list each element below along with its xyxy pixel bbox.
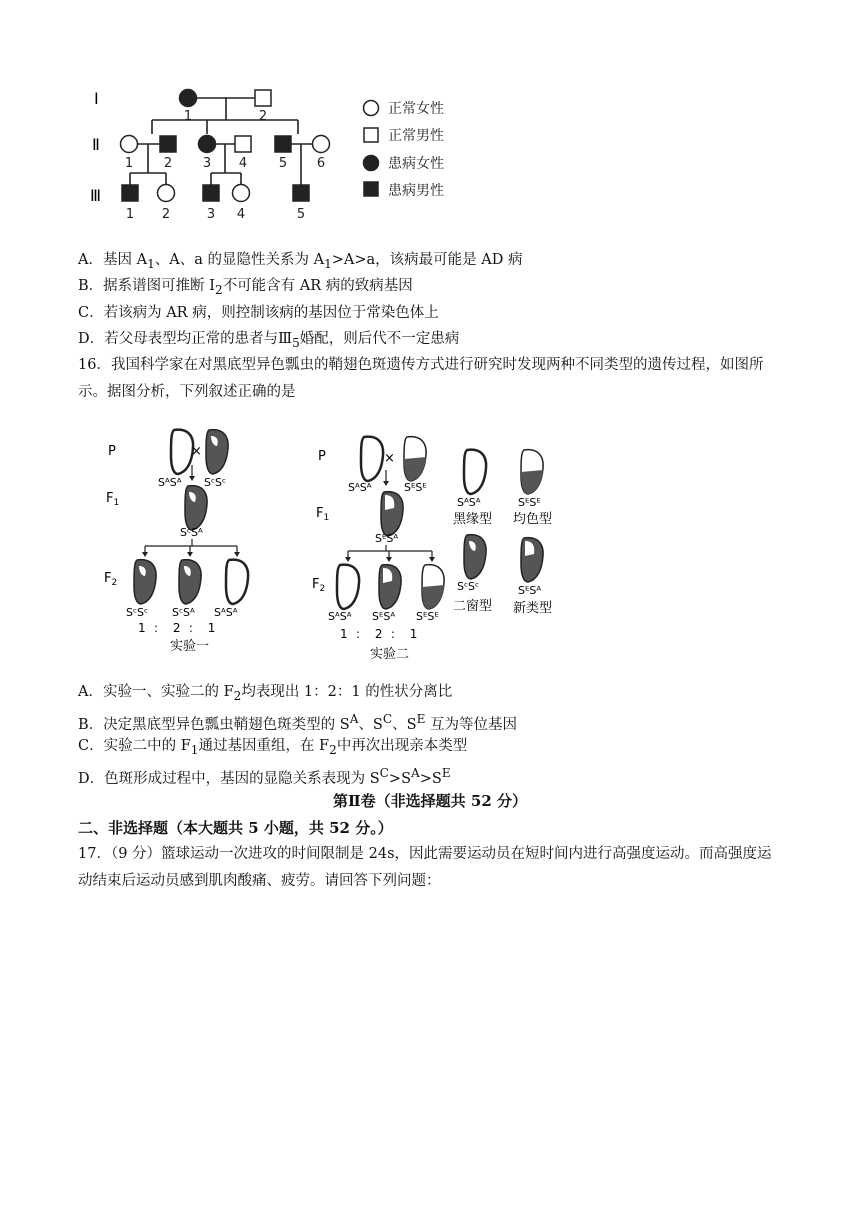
legend-name-4: 新类型	[513, 601, 553, 616]
exp2-ratio: 1 ： 2 ： 1	[340, 627, 418, 641]
q15-option-d	[78, 329, 459, 353]
III3-affected-male	[203, 185, 219, 201]
exp1-f1-genotype: SᶜSᴬ	[180, 526, 203, 539]
II2-affected-male	[160, 136, 176, 152]
exp1-f2-genotype-1: SᶜSᶜ	[126, 606, 149, 619]
q16-option-d	[78, 763, 451, 789]
q16-b-mid1: 、S	[358, 716, 383, 733]
label-III1: 1	[125, 207, 135, 222]
exp2-f1-genotype: SᴱSᴬ	[375, 532, 399, 545]
q16-d-text: D．色斑形成过程中，基因的显隐关系表现为 S	[78, 770, 380, 787]
f2-sub: 2	[111, 578, 118, 588]
q16-b-mid2: 、S	[392, 716, 417, 733]
q16-a-text: A．实验一、实验二的 F	[78, 684, 234, 700]
exp1-f2-beetle-3	[226, 560, 248, 604]
exp2-p-label: P	[318, 449, 326, 464]
exp2-f1-label	[316, 506, 329, 523]
legend-type-black-edge	[464, 450, 486, 494]
exp2-p-right-genotype: SᴱSᴱ	[404, 481, 427, 494]
III4-normal-female	[233, 185, 250, 202]
legend-type-new	[521, 538, 543, 582]
f2-f: F	[104, 571, 112, 586]
q15-option-c	[78, 303, 439, 323]
q16-option-b	[78, 709, 517, 735]
exp1-f1-label	[106, 491, 119, 508]
q15-a-sub1: 1	[147, 256, 155, 271]
exp2-f2-genotype-1: SᴬSᴬ	[328, 610, 352, 623]
exp2-cross: ×	[384, 451, 395, 466]
label-I1: 1	[183, 109, 193, 124]
q16-d-sup3: E	[441, 766, 451, 780]
label-III4: 4	[236, 207, 246, 222]
exp2-p-left-genotype: SᴬSᴬ	[348, 481, 372, 494]
q16-d-mid2: >S	[419, 770, 442, 787]
q16-b-sup2: C	[382, 712, 393, 726]
legend-genotype-4: SᴱSᴬ	[518, 584, 542, 597]
exp2-f2-beetle-3	[422, 565, 444, 609]
q15-option-b	[78, 276, 413, 300]
II6-normal-female	[313, 136, 330, 153]
I2-normal-male	[255, 90, 271, 106]
exp2-f2-genotype-3: SᴱSᴱ	[416, 610, 439, 623]
q15-a-sub2: 1	[324, 256, 332, 271]
q16-d-mid1: >S	[388, 770, 412, 787]
part-title: 二、非选择题（本大题共 5 小题，共 52 分。）	[78, 819, 393, 837]
legend-affected-female-symbol	[364, 156, 379, 171]
exp1-f2-label	[104, 571, 117, 588]
q15-b-sub1: 2	[215, 282, 223, 297]
exp1-p-left-genotype: SᴬSᴬ	[158, 476, 182, 489]
ladybug-figure	[90, 420, 580, 665]
legend-genotype-3: SᶜSᶜ	[457, 580, 480, 593]
q16-b-text: B．决定黑底型异色瓢虫鞘翅色斑类型的 S	[78, 716, 350, 733]
legend-affected-male-symbol	[364, 182, 378, 196]
III5-affected-male	[293, 185, 309, 201]
pedigree-chart	[80, 75, 480, 225]
exp2-caption: 实验二	[370, 647, 410, 662]
gen-label-II: Ⅱ	[92, 135, 100, 154]
label-II5: 5	[278, 156, 288, 171]
gen-label-III: Ⅲ	[90, 186, 102, 205]
exp2-f2-label	[312, 577, 325, 594]
q16-b-sup1: A	[349, 712, 359, 726]
f2-f-2: F	[312, 577, 320, 592]
q15-a-mid: 、A、a 的显隐性关系为 A	[154, 252, 325, 268]
label-II6: 6	[316, 156, 326, 171]
f2-sub-2: 2	[319, 584, 326, 594]
exp1-f1-beetle	[185, 486, 207, 530]
label-II3: 3	[202, 156, 212, 171]
label-I2: 2	[258, 109, 268, 124]
label-II2: 2	[163, 156, 173, 171]
II3-affected-female	[199, 136, 216, 153]
q15-c-text: C．若该病为 AR 病，则控制该病的基因位于常染色体上	[78, 305, 439, 321]
f1-f-2: F	[316, 506, 324, 521]
exp1-p-left-beetle	[171, 430, 193, 474]
label-III5: 5	[296, 207, 306, 222]
f1-f: F	[106, 491, 114, 506]
legend-genotype-2: SᴱSᴱ	[518, 496, 541, 509]
f1-sub-2: 1	[323, 513, 330, 523]
exp2-p-right-beetle	[404, 437, 426, 481]
III2-normal-female	[158, 185, 175, 202]
label-III3: 3	[206, 207, 216, 222]
exp1-p-right-genotype: SᶜSᶜ	[204, 476, 227, 489]
f1-sub: 1	[113, 498, 120, 508]
q16-option-a	[78, 682, 452, 706]
q16-d-sup1: C	[379, 766, 389, 780]
II4-normal-male	[235, 136, 251, 152]
q16-option-c	[78, 736, 467, 760]
legend-name-1: 黑缘型	[453, 512, 493, 527]
q17-stem: 17．（9 分）篮球运动一次进攻的时间限制是 24s，因此需要运动员在短时间内进行高强度运动。而高强度运动结束后运动员感到肌肉酸痛、疲劳。请回答下列问题：	[78, 846, 772, 889]
q16-b-sup3: E	[416, 712, 426, 726]
exp1-f2-beetle-2	[179, 560, 201, 604]
exp1-cross: ×	[191, 444, 202, 459]
exp2-f2-beetle-2	[379, 565, 401, 609]
q16-c-mid: 通过基因重组，在 F	[198, 738, 330, 754]
legend-affected-male: 患病男性	[388, 183, 444, 199]
exp1-f2-genotype-2: SᶜSᴬ	[172, 606, 195, 619]
II5-affected-male	[275, 136, 291, 152]
q16-c-sub1: 1	[190, 742, 199, 757]
label-II1: 1	[124, 156, 134, 171]
q15-option-a	[78, 250, 522, 274]
label-III2: 2	[161, 207, 171, 222]
exp1-f2-beetle-1	[134, 560, 156, 604]
exp2-f2-beetle-1	[337, 565, 359, 609]
legend-normal-female: 正常女性	[388, 101, 444, 117]
legend-name-3: 二窗型	[453, 599, 493, 614]
q15-a-text: A．基因 A	[78, 252, 148, 268]
q16-c-text: C．实验二中的 F	[78, 738, 191, 754]
section-title: 第Ⅱ卷（非选择题共 52 分）	[333, 792, 527, 810]
exp2-p-left-beetle	[361, 437, 383, 481]
legend-type-uniform	[521, 450, 543, 494]
q16-c-sub2: 2	[329, 742, 337, 757]
q15-d-sub1: 5	[292, 335, 300, 350]
legend-name-2: 均色型	[513, 512, 553, 527]
legend-genotype-1: SᴬSᴬ	[457, 496, 481, 509]
II1-normal-female	[121, 136, 138, 153]
gen-label-I: Ⅰ	[94, 89, 99, 108]
exp1-p-label: P	[108, 444, 116, 459]
I1-affected-female	[180, 90, 197, 107]
III1-affected-male	[122, 185, 138, 201]
exp1-caption: 实验一	[170, 639, 210, 654]
exp1-ratio: 1 ： 2 ： 1	[138, 621, 216, 635]
legend-normal-female-symbol	[364, 101, 379, 116]
legend-normal-male: 正常男性	[388, 128, 444, 144]
exp2-f1-beetle	[381, 492, 403, 536]
q16-stem: 16．我国科学家在对黑底型异色瓢虫的鞘翅色斑遗传方式进行研究时发现两种不同类型的遗传过程，如图所示。据图分析，下列叙述正确的是	[78, 357, 764, 400]
label-II4: 4	[238, 156, 248, 171]
q16-a-tail: 均表现出 1：2：1 的性状分离比	[241, 684, 453, 700]
q16-b-tail: 互为等位基因	[425, 716, 517, 733]
q16-c-tail: 中再次出现亲本类型	[336, 738, 468, 754]
q15-d-tail: 婚配，则后代不一定患病	[299, 331, 460, 347]
q15-b-text: B．据系谱图可推断 I	[78, 278, 215, 294]
exp1-p-right-beetle	[206, 430, 228, 474]
q16-d-sup2: A	[411, 766, 420, 780]
legend-normal-male-symbol	[364, 128, 378, 142]
legend-type-two-window	[464, 535, 486, 579]
q16-a-sub: 2	[233, 688, 242, 703]
q15-d-text: D．若父母表型均正常的患者与Ⅲ	[78, 331, 293, 347]
q15-b-tail: 不可能含有 AR 病的致病基因	[222, 278, 413, 294]
legend-affected-female: 患病女性	[388, 156, 444, 172]
exp1-f2-genotype-3: SᴬSᴬ	[214, 606, 238, 619]
q15-a-tail: >A>a，该病最可能是 AD 病	[331, 252, 523, 268]
exp2-f2-genotype-2: SᴱSᴬ	[372, 610, 396, 623]
